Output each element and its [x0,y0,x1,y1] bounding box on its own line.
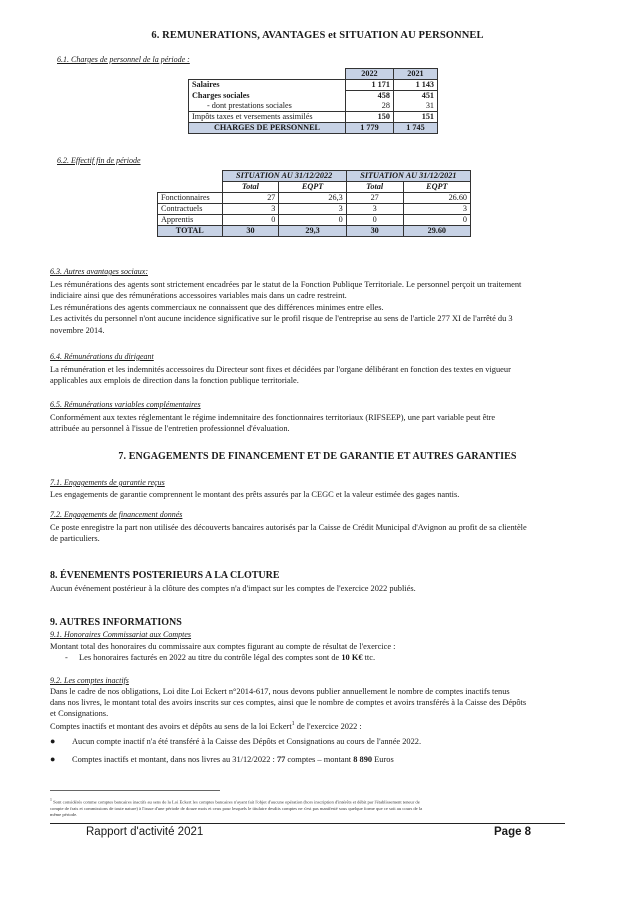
table-row: Charges sociales 458 451 [189,91,438,102]
headcount-table: SITUATION AU 31/12/2022 SITUATION AU 31/12/2021 Total EQPT Total EQPT Fonctionnaires 27 26,3 27 26.60 Contractuels 3 3 3 3 Apprentis 0 0 0 0 TOTAL 30 29,3 30 29.60 [157,170,471,237]
footnote-divider [50,790,220,791]
paragraph-6-4: La rémunération et les indemnités accessoires du Directeur sont fixes et décidées par l'organe délibérant en fonction des textes en vigueur applicables aux emplois de direction dans la fonction publique territoriale. [50,365,511,386]
subsection-9-2-title: 9.2. Les comptes inactifs [50,676,129,685]
section-8-title: 8. ÉVENEMENTS POSTERIEURS A LA CLOTURE [50,570,280,581]
paragraph-7-1: Les engagements de garantie comprennent le montant des prêts assurés par la CEGC et la valeur estimée des gages nantis. [50,490,460,499]
year-2022-header: 2022 [346,69,394,80]
paragraph-9-2: Dans le cadre de nos obligations, Loi dite Loi Eckert n°2014-617, nous devons publier annuellement le nombre de comptes inactifs tenus dans nos livres, le montant total des avoirs inscrits sur ces comptes, ainsi que le nombre de comptes et avoirs transférés à la Caisse des Dépôts et Consignations. Comptes inactifs et montant des avoirs et dépôts au sens de la loi Eckert$^1$ de l'exercice 2022 : [50,687,527,731]
table-row: Contractuels 3 3 3 3 [158,204,471,215]
footer-divider [50,823,565,824]
paragraph-6-3: Les rémunérations des agents sont strictement encadrées par le statut de la Fonction Publique Territoriale. Le personnel perçoit un traitement indiciaire ainsi que des rémunérations accessoires variables mais dans un cadre restreint. Les rémunérations des agents commerciaux ne connaissent que des différences minimes entre elles. Les activités du personnel n'ont aucune incidence significative sur le profil risque de l'entreprise au sens de l'article 277 XI de l'arrêté du 3 novembre 2014. [50,280,522,335]
table-row: Salaires 1 171 1 143 [189,80,438,91]
personnel-charges-table [188,68,438,134]
subsection-9-1-title: 9.1. Honoraires Commissariat aux Comptes [50,630,192,639]
footer-page-number: Page 8 [494,826,532,838]
table-total-row: CHARGES DE PERSONNEL 1 779 1 745 [189,123,438,134]
subsection-6-3-title: 6.3. Autres avantages sociaux: [50,267,148,276]
bullet-icon: ● [50,754,56,764]
table-total-row: TOTAL 30 29,3 30 29.60 [158,226,471,237]
section-9-title: 9. AUTRES INFORMATIONS [50,617,182,628]
footnote: $^1$ Sont considérés comme comptes bancaires inactifs au sens de la Loi Eckert les comptes bancaires n'ayant fait l'objet d'aucune opération (hors inscription d'intérêts et débit par l'établissement teneur de compte de frais et commissions de toute nature) à l'issue d'une période de douze mois et ceux pour lesquels le titulaire desdits comptes ne s'est pas manifesté sous quelque forme que ce soit au cours de la même période. [50,798,423,818]
subsection-7-2-title: 7.2. Engagements de financement donnés [50,510,183,519]
paragraph-8: Aucun événement postérieur à la clôture des comptes n'a d'impact sur les comptes de l'exercice 2022 publiés. [50,584,416,593]
section-7-title: 7. ENGAGEMENTS DE FINANCEMENT ET DE GARANTIE ET AUTRES GARANTIES [118,451,517,462]
situation-2021-header: SITUATION AU 31/12/2021 [346,171,470,182]
table-row: Apprentis 0 0 0 0 [158,215,471,226]
subsection-6-1-title: 6.1. Charges de personnel de la période : [57,55,190,64]
list-item: - Les honoraires facturés en 2022 au titre du contrôle légal des comptes sont de 10 K€ ttc. [65,653,376,663]
paragraph-9-1: Montant total des honoraires du commissaire aux comptes figurant au compte de résultat de l'exercice : - Les honoraires facturés en 2022 au titre du contrôle légal des comptes sont de 10 K€ ttc. [50,641,585,664]
section-6-title: 6. REMUNERATIONS, AVANTAGES et SITUATION AU PERSONNEL [151,30,484,41]
subsection-6-2-title: 6.2. Effectif fin de période [57,156,141,165]
footer-report-title: Rapport d'activité 2021 [86,826,204,838]
table-row: Fonctionnaires 27 26,3 27 26.60 [158,193,471,204]
table-row: - dont prestations sociales 28 31 [189,101,438,112]
bullet-icon: ● [50,736,56,746]
year-2021-header: 2021 [393,69,437,80]
paragraph-7-2: Ce poste enregistre la part non utilisée des découverts bancaires autorisés par la Caisse de Crédit Municipal d'Avignon au profit de sa clientèle de particuliers. [50,523,527,544]
list-item: ● Aucun compte inactif n'a été transféré à la Caisse des Dépôts et Consignations au cours de l'année 2022. [50,736,422,746]
situation-2022-header: SITUATION AU 31/12/2022 [222,171,346,182]
paragraph-6-5: Conformément aux textes réglementant le régime indemnitaire des fonctionnaires territoriaux (RIFSEEP), une part variable peut être attribuée au personnel à l'issue de l'entretien professionnel d'évaluation. [50,413,496,434]
list-item: ● Comptes inactifs et montant, dans nos livres au 31/12/2022 : 77 comptes – montant 8 890 Euros [50,754,394,764]
subsection-7-1-title: 7.1. Engagements de garantie reçus [50,478,165,487]
subsection-6-5-title: 6.5. Rémunérations variables complémentaires [50,400,201,409]
table-row: Impôts taxes et versements assimilés 150 151 [189,112,438,123]
subsection-6-4-title: 6.4. Rémunérations du dirigeant [50,352,154,361]
